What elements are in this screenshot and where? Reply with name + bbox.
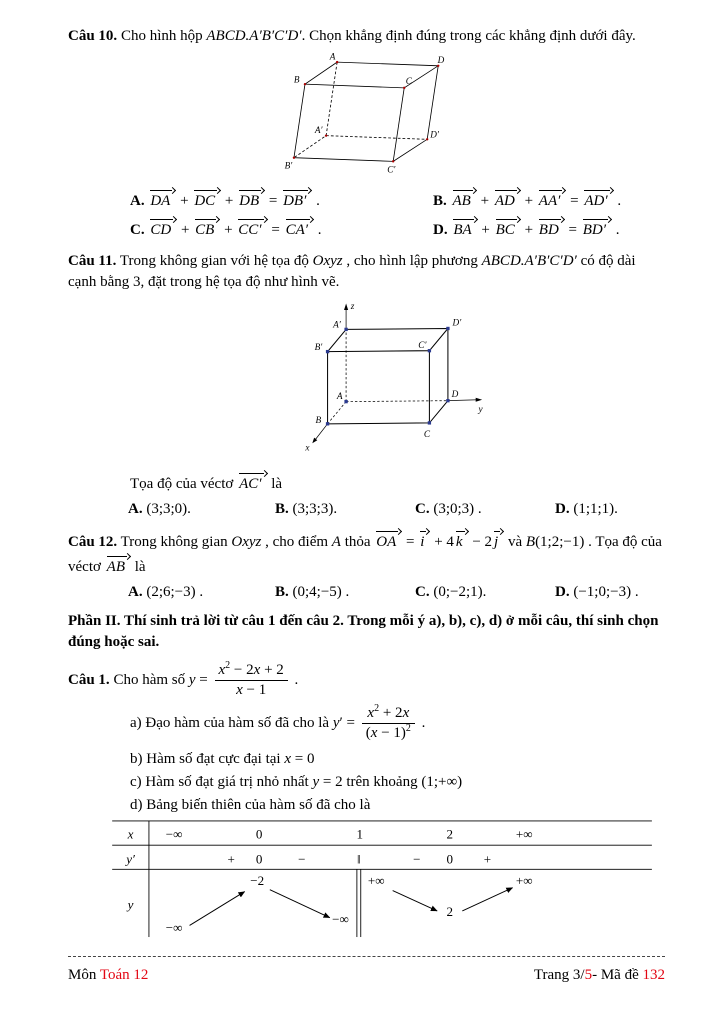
q11-figure: [304, 297, 665, 466]
vector: DB: [238, 187, 264, 212]
vector: CD: [149, 216, 176, 241]
vertex-label-a: A: [336, 391, 343, 402]
item-text: Đạo hàm của hàm số đã cho là y′ = $\frac{x^2 + 2x}{(x - 1)^2}$ .: [145, 703, 426, 741]
q11-intro-text: Trong không gian với hệ tọa độ Oxyz , cho hình lập phương ABCD.A′B′C′D′ có độ dài cạnh bằng 3, đặt trong hệ tọa độ như hình vẽ.: [68, 253, 636, 290]
y-extreme: −2: [250, 872, 265, 888]
option-letter: A.: [130, 193, 145, 209]
x-value: +∞: [515, 826, 533, 842]
q12-option-c: [415, 582, 555, 603]
q12-label: Câu 12.: [68, 534, 118, 550]
y-row-label: y: [127, 896, 134, 912]
option-value: (−1;0;−3) .: [573, 584, 639, 600]
vector: i: [419, 528, 429, 553]
vertex-label-b2: B′: [314, 342, 323, 353]
vector: CB: [194, 216, 219, 241]
axis-label-y: y: [478, 404, 483, 415]
vector: BD′: [582, 216, 611, 241]
variation-arrows: [190, 888, 513, 926]
q10-parallelepiped-svg: [282, 51, 452, 178]
item-text: Hàm số đạt giá trị nhỏ nhất y = 2 trên khoảng (1;+∞): [145, 774, 463, 790]
option-formula: DA + DC + DB = DB′ .: [148, 193, 320, 209]
footer-exam-code: 132: [642, 967, 665, 983]
vertex-label-d2: D′: [452, 318, 462, 329]
option-formula: AB + AD + AA′ = AD′ .: [451, 193, 622, 209]
q10-options: [130, 187, 665, 241]
table-row-x: [127, 826, 533, 841]
x-value: 1: [356, 826, 364, 842]
option-letter: D.: [555, 501, 570, 517]
c1-item-b: [130, 749, 665, 770]
option-letter: C.: [130, 222, 145, 238]
vector: OA: [375, 528, 401, 553]
vector: AC′: [238, 470, 266, 495]
vertex-label-c: C: [423, 429, 431, 440]
option-letter: C.: [415, 584, 430, 600]
c1-item-a: [130, 704, 665, 743]
vertex-label-c: C: [405, 76, 412, 87]
q10-figure: [68, 51, 665, 185]
option-letter: B.: [433, 193, 447, 209]
q11-option-a: [128, 499, 275, 520]
item-text: Hàm số đạt cực đại tại x = 0: [146, 751, 315, 767]
q10-option-b: [433, 187, 665, 212]
footer-code-prefix: - Mã đề: [592, 967, 643, 983]
q11-vertex-dots: [326, 327, 450, 426]
q11-label: Câu 11.: [68, 253, 117, 269]
option-letter: D.: [433, 222, 448, 238]
vertex-label-b2: B′: [284, 160, 292, 171]
q12-intro-text: Trong không gian Oxyz , cho điểm A thỏa OA = i + 4 k − 2 j và B(1;2;−1) . Tọa độ của véctơ AB là: [68, 534, 662, 575]
vector: AB: [452, 187, 476, 212]
vector: k: [455, 528, 468, 553]
q12-option-a: [128, 582, 275, 603]
vertex-label-d: D: [451, 389, 459, 400]
yprime-sign: 0: [446, 851, 454, 867]
vertex-label-b: B: [315, 415, 322, 426]
q11-labels: [304, 302, 483, 454]
vector: CC′: [237, 216, 266, 241]
vertex-label-d: D: [437, 55, 444, 66]
q10-option-d: [433, 216, 665, 241]
y-extreme: 2: [446, 903, 454, 919]
q11-solid-edges: [328, 328, 448, 423]
item-letter: d): [130, 797, 143, 813]
q12-paragraph: [68, 528, 665, 578]
option-value: (1;1;1).: [573, 501, 618, 517]
yprime-sign: +: [227, 851, 235, 867]
vector: AD′: [583, 187, 612, 212]
table-row-y: [126, 873, 533, 935]
vector: CA′: [285, 216, 313, 241]
y-extreme: +∞: [515, 872, 533, 888]
yprime-sign: +: [483, 851, 492, 867]
option-letter: B.: [275, 501, 289, 517]
y-extreme: +∞: [367, 872, 385, 888]
fraction: $\frac{x^2 + 2x}{(x - 1)^2}$: [362, 704, 415, 743]
vector: BC: [495, 216, 520, 241]
option-value: (0;−2;1).: [433, 584, 487, 600]
yprime-row-label: y′: [126, 851, 135, 867]
x-row-label: x: [127, 826, 134, 842]
footer-subject-name: Toán 12: [99, 967, 149, 983]
q10-paragraph: [68, 26, 665, 47]
x-value: 2: [446, 826, 454, 842]
vector: BA: [452, 216, 476, 241]
q11-option-c: [415, 499, 555, 520]
yprime-sign: 0: [255, 851, 263, 867]
c1-item-c: [130, 772, 665, 793]
footer-page-info: [534, 965, 665, 986]
vertex-label-c2: C′: [386, 164, 395, 175]
vector: DC: [193, 187, 220, 212]
q12-options: [128, 582, 665, 603]
yprime-sign: −: [413, 851, 421, 867]
vector: DA: [149, 187, 175, 212]
q10-solid-edges: [293, 62, 437, 161]
option-formula: BA + BC + BD = BD′ .: [451, 222, 619, 238]
option-value: (2;6;−3) .: [146, 584, 204, 600]
q12-option-b: [275, 582, 415, 603]
c1-variation-table: [105, 820, 665, 945]
item-letter: c): [130, 774, 142, 790]
vector: AB: [106, 553, 130, 578]
c1-paragraph: [68, 661, 665, 700]
part2-title: Phần II. Thí sinh trả lời từ câu 1 đến câu 2. Trong mỗi ý a), b), c), d) ở mỗi câu, thí sinh chọn đúng hoặc sai.: [68, 613, 659, 650]
x-value: −∞: [165, 826, 183, 842]
q11-cube-svg: [304, 297, 490, 459]
c1-item-d: [130, 795, 665, 816]
q10-option-c: [130, 216, 433, 241]
option-value: (0;4;−5) .: [292, 584, 350, 600]
option-letter: A.: [128, 501, 143, 517]
q11-question: Tọa độ của véctơ AC′ là: [130, 470, 665, 495]
footer-subject-prefix: Môn: [68, 967, 100, 983]
q10-label: Câu 10.: [68, 28, 118, 44]
variation-table-svg: [105, 820, 661, 938]
option-letter: C.: [415, 501, 430, 517]
fraction: $\frac{x^2 - 2x + 2}{x - 1}$: [215, 661, 288, 700]
table-row-yprime: [124, 852, 491, 867]
page-footer: [68, 956, 665, 986]
footer-subject: [68, 965, 148, 986]
option-formula: CD + CB + CC′ = CA′ .: [148, 222, 321, 238]
item-letter: a): [130, 714, 142, 731]
x-value: 0: [255, 826, 263, 842]
option-letter: D.: [555, 584, 570, 600]
option-value: (3;3;3).: [292, 501, 338, 517]
vector: BD: [538, 216, 564, 241]
item-text: Bảng biến thiên của hàm số đã cho là: [146, 797, 371, 813]
c1-intro-text: Cho hàm số y = $\frac{x^2 - 2x + 2}{x - 1}$ .: [113, 660, 299, 698]
vertex-label-a2: A′: [314, 124, 323, 135]
q10-vertex-labels: [284, 51, 444, 174]
y-extreme: −∞: [165, 920, 183, 936]
q10-option-a: [130, 187, 433, 212]
option-letter: B.: [275, 584, 289, 600]
c1-label: Câu 1.: [68, 671, 110, 688]
yprime-sign: ‖: [356, 851, 361, 867]
q11-options: [128, 499, 665, 520]
q10-intro-text: Cho hình hộp ABCD.A′B′C′D′. Chọn khẳng định đúng trong các khẳng định dưới đây.: [120, 28, 636, 44]
q11-option-d: [555, 499, 665, 520]
option-value: (3;3;0).: [146, 501, 191, 517]
option-value: (3;0;3) .: [433, 501, 482, 517]
q10-vertex-dots: [292, 61, 439, 163]
axis-label-x: x: [305, 443, 310, 454]
vertex-label-a: A: [329, 51, 335, 62]
axis-label-z: z: [350, 302, 355, 313]
yprime-sign: −: [298, 851, 306, 867]
vertex-label-a2: A′: [333, 320, 341, 331]
q11-option-b: [275, 499, 415, 520]
item-letter: b): [130, 751, 143, 767]
footer-page-total: 5: [584, 967, 593, 983]
y-extreme: −∞: [332, 911, 349, 927]
vector: j: [493, 528, 503, 553]
vector: AA′: [538, 187, 566, 212]
footer-page-prefix: Trang 3/: [533, 967, 585, 983]
vector: AD: [494, 187, 520, 212]
q12-option-d: [555, 582, 665, 603]
vertex-label-b: B: [293, 74, 300, 85]
option-letter: A.: [128, 584, 143, 600]
vertex-label-c2: C′: [418, 340, 427, 351]
vertex-label-d2: D′: [429, 129, 439, 140]
q11-paragraph: [68, 251, 665, 293]
vector: DB′: [282, 187, 311, 212]
